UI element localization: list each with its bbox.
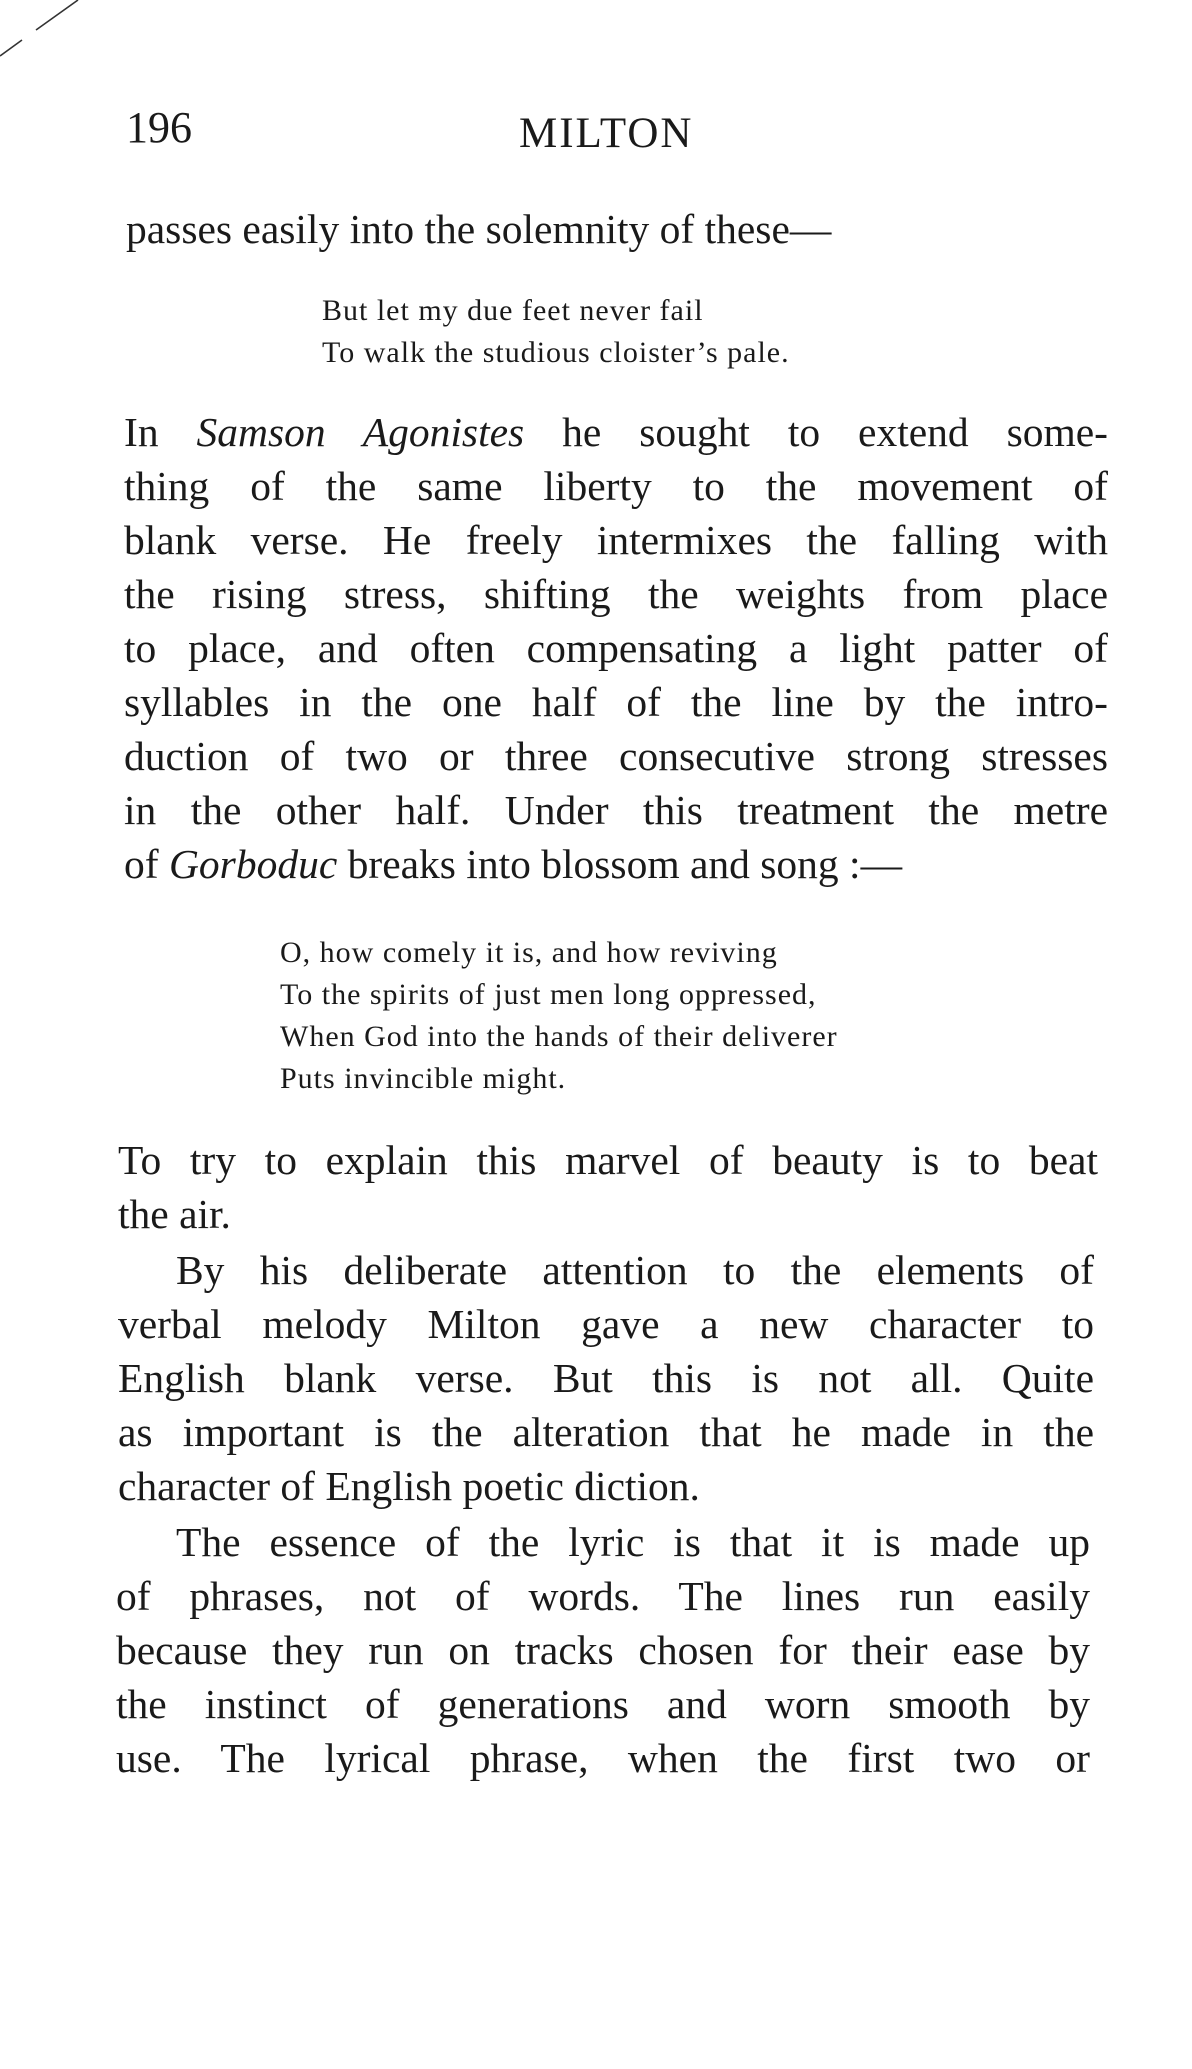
body-line: use. The lyrical phrase, when the first two or (116, 1735, 1090, 1781)
body-line: of phrases, not of words. The lines run easily (116, 1573, 1090, 1619)
title-samson-agonistes: Samson Agonistes (196, 409, 525, 455)
title-gorboduc: Gorboduc (168, 841, 338, 887)
body-line: English blank verse. But this is not all. Quite (118, 1355, 1094, 1401)
body-line: the instinct of generations and worn smooth by (116, 1681, 1090, 1727)
running-title: MILTON (519, 110, 694, 157)
body-line: By his deliberate attention to the elements of (176, 1247, 1094, 1293)
verse-line: When God into the hands of their deliverer (280, 1020, 838, 1053)
verse-line: O, how comely it is, and how reviving (280, 936, 778, 969)
body-line: passes easily into the solemnity of these— (126, 206, 832, 252)
body-line: blank verse. He freely intermixes the falling with (124, 517, 1108, 563)
body-line: in the other half. Under this treatment the metre (124, 787, 1108, 833)
body-line: duction of two or three consecutive strong stresses (124, 733, 1108, 779)
body-line: because they run on tracks chosen for their ease by (116, 1627, 1090, 1673)
body-text: In (124, 409, 197, 455)
verse-line: To the spirits of just men long oppressed, (280, 978, 817, 1011)
body-line: thing of the same liberty to the movement of (124, 463, 1108, 509)
body-line: to place, and often compensating a light patter of (124, 625, 1108, 671)
body-line: the rising stress, shifting the weights from place (124, 571, 1108, 617)
pen-stroke-mark (0, 0, 80, 60)
verse-line: Puts invincible might. (280, 1062, 567, 1095)
body-line (124, 841, 903, 887)
body-line: character of English poetic diction. (118, 1463, 700, 1509)
page-number: 196 (126, 103, 192, 152)
body-line: To try to explain this marvel of beauty is to beat (118, 1137, 1098, 1183)
body-text: breaks into blossom and song :— (337, 841, 903, 887)
verse-line: To walk the studious cloister’s pale. (322, 336, 790, 369)
body-line: The essence of the lyric is that it is made up (176, 1519, 1090, 1565)
body-line (124, 409, 1108, 455)
body-text: of (124, 841, 169, 887)
body-line: as important is the alteration that he made in the (118, 1409, 1094, 1455)
body-text: he sought to extend some- (524, 409, 1108, 455)
body-line: syllables in the one half of the line by the intro- (124, 679, 1108, 725)
body-line: verbal melody Milton gave a new character to (118, 1301, 1094, 1347)
body-line: the air. (118, 1191, 231, 1237)
verse-line: But let my due feet never fail (322, 294, 704, 327)
